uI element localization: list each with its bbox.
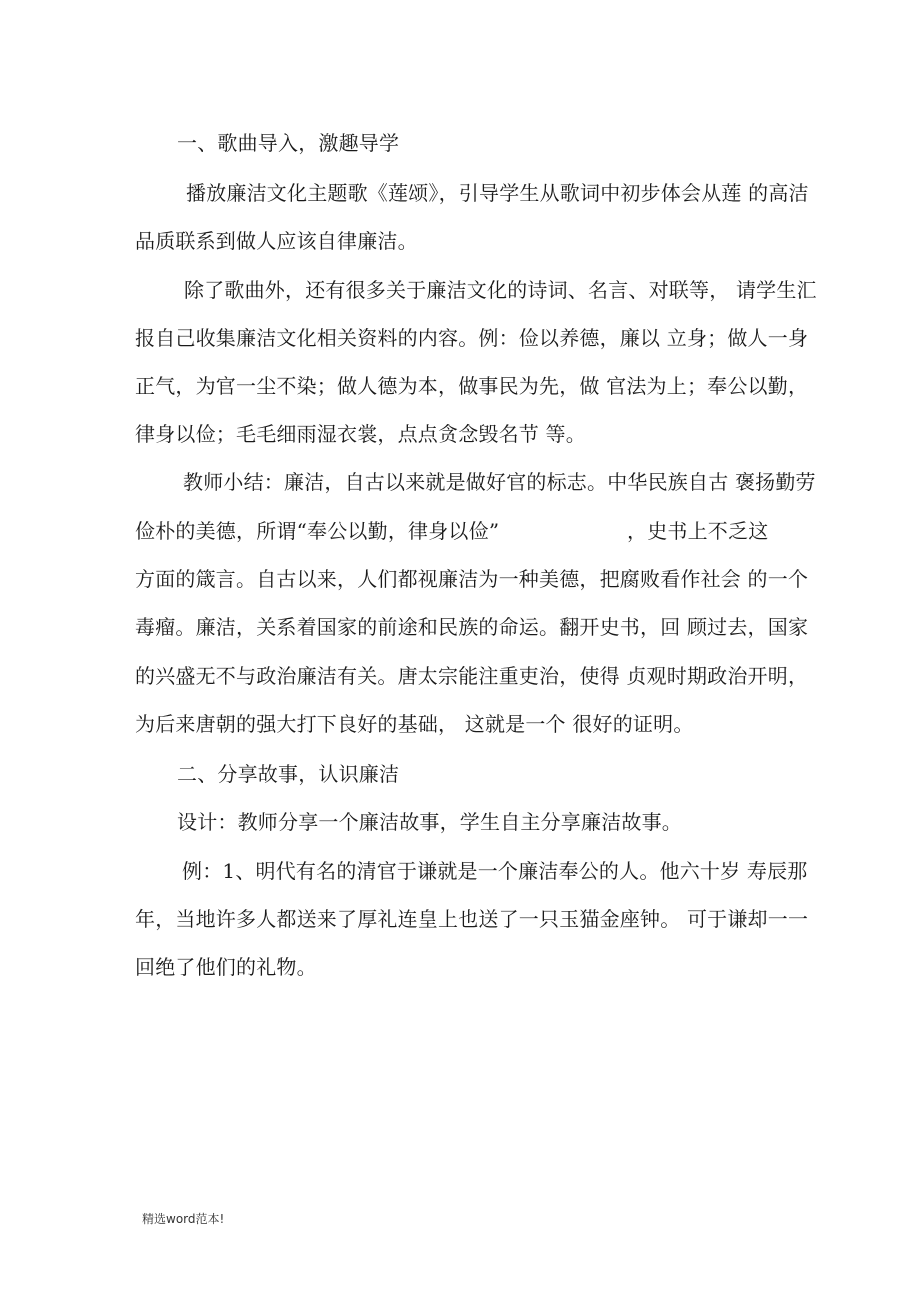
paragraph-2-line-2: 报自己收集廉洁文化相关资料的内容。例：俭以养德，廉以 立身；做人一身 <box>135 326 809 350</box>
paragraph-2-line-1: 除了歌曲外，还有很多关于廉洁文化的诗词、名言、对联等， 请学生汇 <box>184 278 817 302</box>
paragraph-2-line-4: 律身以俭；毛毛细雨湿衣裳，点点贪念毁名节 等。 <box>135 422 586 446</box>
paragraph-3-line-5: 的兴盛无不与政治廉洁有关。唐太宗能注重吏治，使得 贞观时期政治开明， <box>135 664 809 688</box>
paragraph-3-line-1: 教师小结：廉洁，自古以来就是做好官的标志。中华民族自古 褒扬勤劳 <box>183 470 816 494</box>
paragraph-3-line-2b: ，史书上不乏这 <box>627 519 769 543</box>
example-line-2: 年，当地许多人都送来了厚礼连皇上也送了一只玉猫金座钟。 可于谦却一一 <box>135 907 809 931</box>
paragraph-1-line-1: 播放廉洁文化主题歌《莲颂》，引导学生从歌词中初步体会从莲 的高洁 <box>186 181 809 205</box>
paragraph-3-line-3: 方面的箴言。自古以来，人们都视廉洁为一种美德，把腐败看作社会 的一个 <box>135 567 809 591</box>
design-line: 设计：教师分享一个廉洁故事，学生自主分享廉洁故事。 <box>177 810 682 834</box>
paragraph-3-line-2a: 俭朴的美德，所谓“奉公以勤，律身以俭” <box>135 519 500 543</box>
page-footer: 精选word范本! <box>142 1212 225 1226</box>
section-heading-1: 一、歌曲导入，激趣导学 <box>177 131 400 155</box>
paragraph-2-line-3: 正气，为官一尘不染；做人德为本，做事民为先，做 官法为上；奉公以勤， <box>135 374 809 398</box>
example-line-3: 回绝了他们的礼物。 <box>135 955 317 979</box>
paragraph-3-line-6: 为后来唐朝的强大打下良好的基础， 这就是一个 很好的证明。 <box>135 712 694 736</box>
section-heading-2: 二、分享故事，认识廉洁 <box>177 762 400 786</box>
example-line-1: 例：1、明代有名的清官于谦就是一个廉洁奉公的人。他六十岁 寿辰那 <box>182 859 808 883</box>
paragraph-1-line-2: 品质联系到做人应该自律廉洁。 <box>135 229 418 253</box>
paragraph-3-line-4: 毒瘤。廉洁，关系着国家的前途和民族的命运。翻开史书，回 顾过去，国家 <box>135 615 809 639</box>
